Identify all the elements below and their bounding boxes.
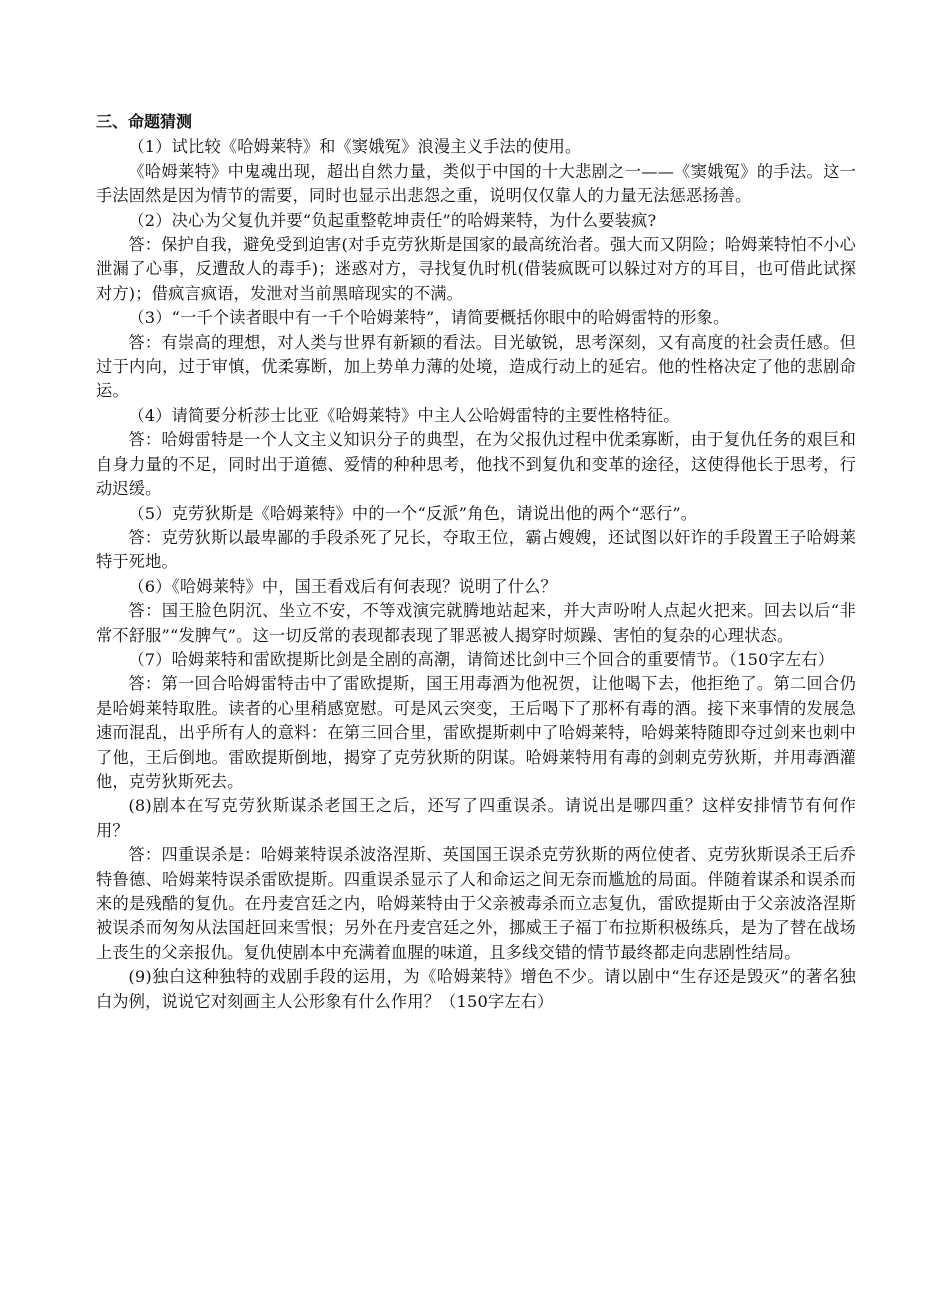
answer-6: 答：国王脸色阴沉、坐立不安，不等戏演完就腾地站起来，并大声吩咐人点起火把来。回去以后“非常不舒服”“发脾气”。这一切反常的表现都表现了罪恶被人揭穿时烦躁、害怕的复杂的心理状态。 [96, 601, 856, 645]
answer-1: 《哈姆莱特》中鬼魂出现，超出自然力量，类似于中国的十大悲剧之一——《窦娥冤》的手法。这一手法固然是因为情节的需要，同时也显示出悲怨之重，说明仅仅靠人的力量无法惩恶扬善。 [96, 161, 856, 206]
question-9: (9)独白这种独特的戏剧手段的运用，为《哈姆莱特》增色不少。请以剧中“生存还是毁灭”的著名独白为例，说说它对刻画主人公形象有什么作用？（150字左右） [96, 967, 856, 1011]
question-7: （7）哈姆莱特和雷欧提斯比剑是全剧的高潮，请简述比剑中三个回合的重要情节。（150字左右） [128, 649, 835, 669]
answer-3: 答：有崇高的理想，对人类与世界有新颖的看法。目光敏锐，思考深刻，又有高度的社会责任感。但过于内向，过于审慎，优柔寡断，加上势单力薄的处境，造成行动上的延宕。他的性格决定了他的悲剧命运。 [96, 332, 856, 401]
question-4: （4）请简要分析莎士比亚《哈姆莱特》中主人公哈姆雷特的主要性格特征。 [128, 405, 680, 425]
question-3: （3）“一千个读者眼中有一千个哈姆莱特”，请简要概括你眼中的哈姆雷特的形象。 [128, 308, 730, 328]
question-8: (8)剧本在写克劳狄斯谋杀老国王之后，还写了四重误杀。请说出是哪四重？这样安排情节有何作用？ [96, 796, 856, 840]
question-2: （2）决心为父复仇并要“负起重整乾坤责任”的哈姆莱特，为什么要装疯? [128, 210, 657, 230]
question-5: （5）克劳狄斯是《哈姆莱特》中的一个“反派”角色，请说出他的两个“恶行”。 [128, 503, 698, 523]
answer-7: 答：第一回合哈姆雷特击中了雷欧提斯，国王用毒酒为他祝贺，让他喝下去，他拒绝了。第二回合仍是哈姆莱特取胜。读者的心里稍感宽慰。可是风云突变，王后喝下了那杯有毒的酒。接下来事情的发展急速而混乱，出乎所有人的意料：在第三回合里，雷欧提斯刺中了哈姆莱特，哈姆莱特随即夺过剑来也刺中了他，王后倒地。雷欧提斯倒地，揭穿了克劳狄斯的阴谋。哈姆莱特用有毒的剑刺克劳狄斯，并用毒酒灌他，克劳狄斯死去。 [96, 674, 856, 791]
question-6: （6）《哈姆莱特》中，国王看戏后有何表现？说明了什么？ [128, 576, 557, 596]
answer-5: 答：克劳狄斯以最卑鄙的手段杀死了兄长，夺取王位，霸占嫂嫂，还试图以奸诈的手段置王子哈姆莱特于死地。 [96, 527, 856, 572]
section-heading: 三、命题猜测 [96, 112, 193, 131]
document-page [96, 110, 856, 1014]
answer-4: 答：哈姆雷特是一个人文主义知识分子的典型，在为父报仇过程中优柔寡断，由于复仇任务的艰巨和自身力量的不足，同时出于道德、爱情的种种思考，他找不到复仇和变革的途径，这使得他长于思考，行动迟缓。 [96, 430, 856, 499]
question-1: （1）试比较《哈姆莱特》和《窦娥冤》浪漫主义手法的使用。 [128, 137, 582, 157]
answer-2: 答：保护自我，避免受到迫害(对手克劳狄斯是国家的最高统治者。强大而又阴险；哈姆莱特怕不小心泄漏了心事，反遭敌人的毒手)；迷惑对方，寻找复仇时机(借装疯既可以躲过对方的耳目，也可借此试探对方)；借疯言疯语，发泄对当前黑暗现实的不满。 [96, 235, 856, 303]
answer-8: 答：四重误杀是：哈姆莱特误杀波洛涅斯、英国国王误杀克劳狄斯的两位使者、克劳狄斯误杀王后乔特鲁德、哈姆莱特误杀雷欧提斯。四重误杀显示了人和命运之间无奈而尴尬的局面。伴随着谋杀和误杀而来的是残酷的复仇。在丹麦宫廷之内，哈姆莱特由于父亲被毒杀而立志复仇，雷欧提斯由于父亲波洛涅斯被误杀而匆匆从法国赶回来雪恨；另外在丹麦宫廷之外，挪威王子福丁布拉斯积极练兵，是为了替在战场上丧生的父亲报仇。复仇使剧本中充满着血腥的味道，且多线交错的情节最终都走向悲剧性结局。 [96, 845, 856, 962]
